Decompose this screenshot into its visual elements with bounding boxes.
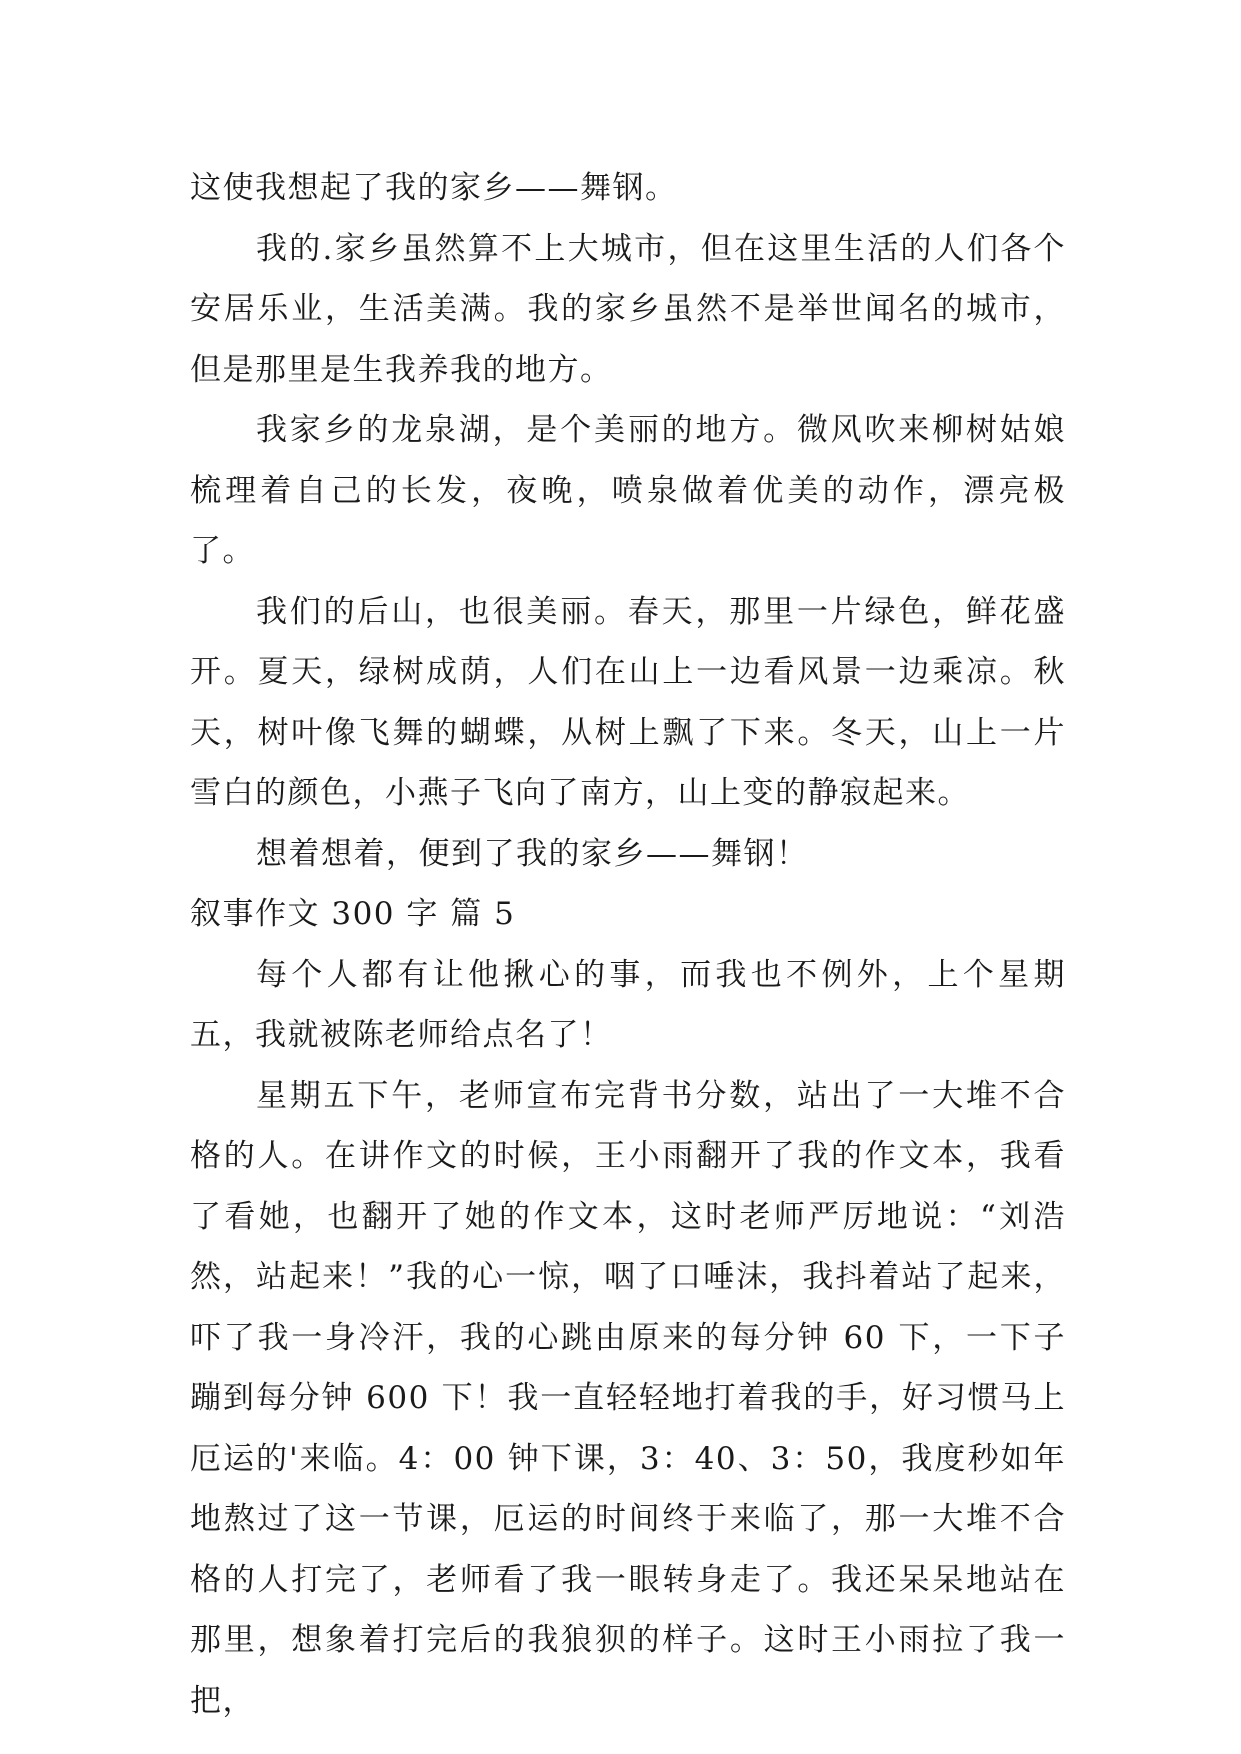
document-body	[190, 158, 1066, 1731]
paragraph-hometown-reminder: 这使我想起了我的家乡——舞钢。	[190, 170, 678, 206]
paragraph-story-intro: 每个人都有让他揪心的事，而我也不例外，上个星期五，我就被陈老师给点名了！	[190, 956, 1066, 1053]
paragraph-back-mountain: 我们的后山，也很美丽。春天，那里一片绿色，鲜花盛开。夏天，绿树成荫，人们在山上一边看风景一边乘凉。秋天，树叶像飞舞的蝴蝶，从树上飘了下来。冬天，山上一片雪白的颜色，小燕子飞向了南方，山上变的静寂起来。	[190, 593, 1066, 811]
section-heading: 叙事作文 300 字 篇 5	[190, 896, 516, 932]
paragraph-story-body: 星期五下午，老师宣布完背书分数，站出了一大堆不合格的人。在讲作文的时候，王小雨翻开了我的作文本，我看了看她，也翻开了她的作文本，这时老师严厉地说：“刘浩然，站起来！”我的心一惊，咽了口唾沫，我抖着站了起来，吓了我一身冷汗，我的心跳由原来的每分钟 60 下，一下子蹦到每分钟 600 下！我一直轻轻地打着我的手，好习惯马上厄运的'来临。4：00 钟下课，3：40、3：50，我度秒如年地熬过了这一节课，厄运的时间终于来临了，那一大堆不合格的人打完了，老师看了我一眼转身走了。我还呆呆地站在那里，想象着打完后的我狼狈的样子。这时王小雨拉了我一把，	[190, 1077, 1066, 1719]
paragraph-longquan-lake: 我家乡的龙泉湖，是个美丽的地方。微风吹来柳树姑娘梳理着自己的长发，夜晚，喷泉做着优美的动作，漂亮极了。	[190, 412, 1066, 569]
paragraph-hometown-intro: 我的.家乡虽然算不上大城市，但在这里生活的人们各个安居乐业，生活美满。我的家乡虽然不是举世闻名的城市，但是那里是生我养我的地方。	[190, 230, 1066, 388]
paragraph-arrival: 想着想着，便到了我的家乡——舞钢！	[256, 835, 809, 872]
